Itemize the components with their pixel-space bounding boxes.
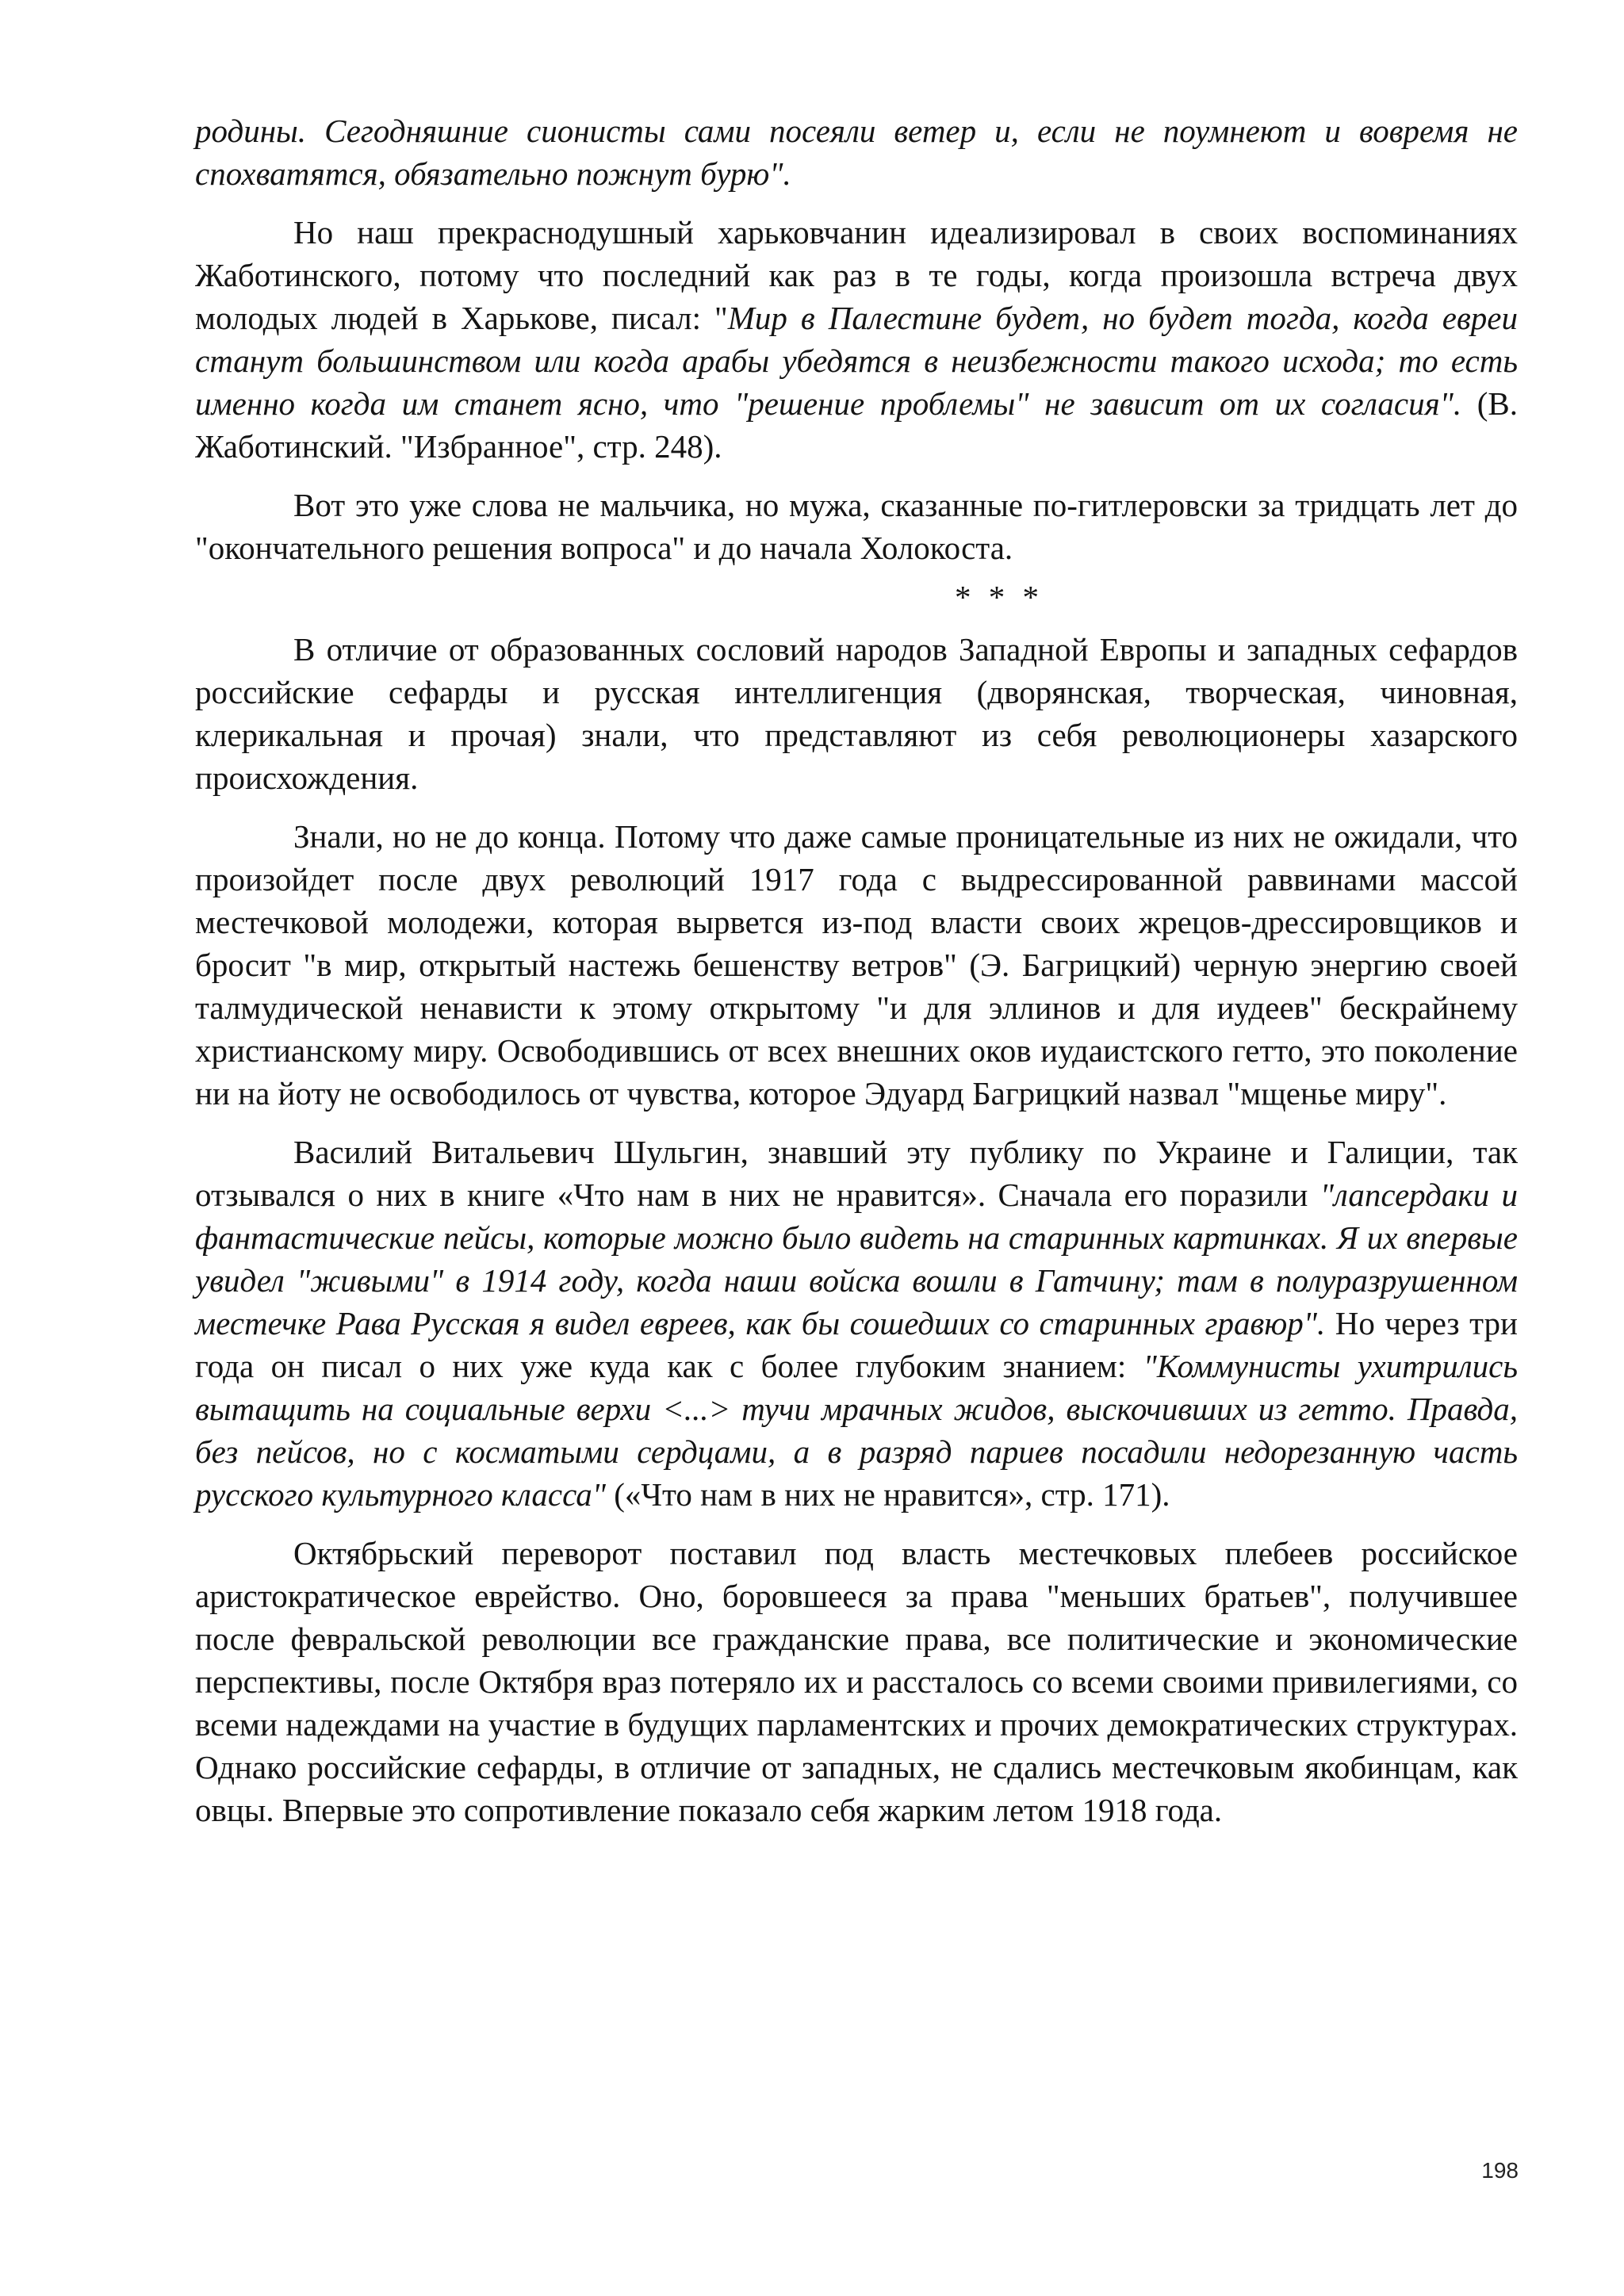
shulgin-quote-1: "лапсердаки и фантастические пейсы, которые можно было видеть на старинных картинках. Я их впервые увидел "живыми" в 1914 году, когда наши войска вошли в Гатчину; там в полуразрушенном местечке Рава Русская я видел евреев, как бы сошедших со старинных гравюр". xyxy=(195,1177,1518,1341)
citation: (В. Жаботинский. "Избранное", стр. 248). xyxy=(195,385,1518,465)
section-separator: * * * xyxy=(955,579,1044,615)
paragraph-6-middle: Но через три года он писал о них уже куда как с более глубоким знанием: xyxy=(195,1305,1518,1384)
paragraph-1 xyxy=(195,109,1518,195)
body-text xyxy=(195,109,1518,1831)
quote-italic: родины. Сегодняшние сионисты сами посеяли ветер и, если не поумнеют и вовремя не спохватятся, обязательно пожнут бурю". xyxy=(195,113,1518,192)
paragraph-4: В отличие от образованных сословий народов Западной Европы и западных сефардов российские сефарды и русская интеллигенция (дворянская, творческая, чиновная, клерикальная и прочая) знали, что представляют из себя революционеры хазарского происхождения. xyxy=(195,631,1518,796)
paragraph-6 xyxy=(195,1131,1518,1516)
page-number: 198 xyxy=(1481,2158,1519,2183)
paragraph-6-lead: Василий Витальевич Шульгин, знавший эту публику по Украине и Галиции, так отзывался о них в книге «Что нам в них не нравится». Сначала его поразили xyxy=(195,1134,1518,1213)
paragraph-7: Октябрьский переворот поставил под власть местечковых плебеев российское аристократическое еврейство. Оно, боровшееся за права "меньших братьев", получившее после февральской революции все гражданские права, все политические и экономические перспективы, после Октября враз потеряло их и рассталось со всеми своими привилегиями, со всеми надеждами на участие в будущих парламентских и прочих демократических структурах. Однако российские сефарды, в отличие от западных, не сдались местечковым якобинцам, как овцы. Впервые это сопротивление показало себя жарким летом 1918 года. xyxy=(195,1535,1518,1828)
citation: («Что нам в них не нравится», стр. 171). xyxy=(605,1476,1170,1513)
paragraph-3: Вот это уже слова не мальчика, но мужа, сказанные по-гитлеровски за тридцать лет до "окончательного решения вопроса" и до начала Холокоста. xyxy=(195,487,1518,566)
shulgin-quote-2: "Коммунисты ухитрились вытащить на социальные верхи <...> тучи мрачных жидов, выскочивших из гетто. Правда, без пейсов, но с косматыми сердцами, а в разряд париев посадили недорезанную часть русского культурного класса" xyxy=(195,1348,1518,1513)
paragraph-2 xyxy=(195,211,1518,468)
paragraph-5: Знали, но не до конца. Потому что даже самые проницательные из них не ожидали, что произойдет после двух революций 1917 года с выдрессированной раввинами массой местечковой молодежи, которая вырвется из-под власти своих жрецов-дрессировщиков и бросит "в мир, открытый настежь бешенству ветров" (Э. Багрицкий) черную энергию своей талмудической ненависти к этому открытому "и для эллинов и для иудеев" бескрайнему христианскому миру. Освободившись от всех внешних оков иудаистского гетто, это поколение ни на йоту не освободилось от чувства, которое Эдуард Багрицкий назвал "мщенье миру". xyxy=(195,818,1518,1112)
jabotinsky-quote: Мир в Палестине будет, но будет тогда, когда евреи станут большинством или когда арабы убедятся в неизбежности такого исхода; то есть именно когда им станет ясно, что "решение проблемы" не зависит от их согласия". xyxy=(195,300,1518,422)
paragraph-2-lead: Но наш прекраснодушный харьковчанин идеализировал в своих воспоминаниях Жаботинского, потому что последний как раз в те годы, когда произошла встреча двух молодых людей в Харькове, писал: " xyxy=(195,214,1518,336)
